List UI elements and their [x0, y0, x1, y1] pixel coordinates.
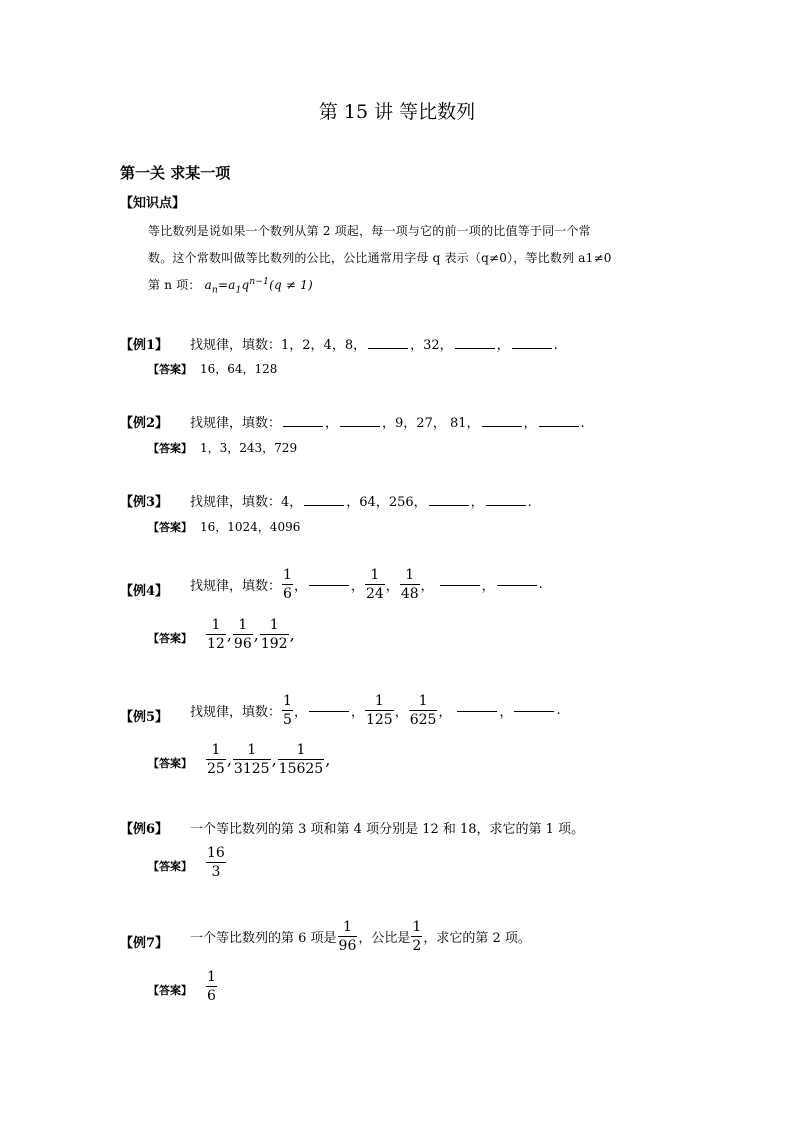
- example-3-question: 找规律，填数：4， ，64，256， ， .: [190, 495, 532, 510]
- fraction: $\frac{1}{24}$: [365, 567, 384, 602]
- example-5-answer: $\frac{1}{25}$ , $\frac{1}{3125}$ , $\frac{1}{15625}$ ,: [207, 742, 331, 777]
- answer-blank: [429, 504, 469, 506]
- example-7-answer-label: 【答案】: [148, 984, 192, 997]
- knowledge-line-1: 等比数列是说如果一个数列从第 2 项起，每一项与它的前一项的比值等于同一个常: [148, 224, 591, 238]
- fraction: $\frac{1}{625}$: [409, 693, 437, 728]
- answer-blank: [304, 504, 344, 506]
- answer-blank: [482, 425, 522, 427]
- example-3-answer-label: 【答案】: [148, 521, 192, 534]
- knowledge-line-2: 数。这个常数叫做等比数列的公比，公比通常用字母 q 表示（q≠0），等比数列 a1≠0: [148, 251, 612, 265]
- example-6-question: 一个等比数列的第 3 项和第 4 项分别是 12 和 18，求它的第 1 项。: [190, 822, 585, 837]
- fraction: $\frac{1}{5}$: [283, 693, 292, 728]
- formula-line: [148, 276, 313, 295]
- section-heading: 第一关 求某一项: [120, 164, 231, 182]
- fraction: $\frac{1}{125}$: [365, 693, 393, 728]
- formula-prefix: 第 n 项：: [148, 278, 201, 292]
- answer-blank: [486, 504, 526, 506]
- example-4-label: 【例4】: [120, 584, 169, 599]
- example-6-label: 【例6】: [120, 822, 169, 837]
- fraction: $\frac{1}{2}$: [412, 919, 422, 954]
- example-4-answer: $\frac{1}{12}$ , $\frac{1}{96}$ , $\frac{1}{192}$ ,: [207, 617, 295, 652]
- example-4-question: 找规律，填数： $\frac{1}{6}$ ， ， $\frac{1}{24}$ ， $\frac{1}{48}$ ， ， .: [190, 567, 543, 602]
- knowledge-label: 【知识点】: [120, 196, 186, 211]
- fraction: $\frac{1}{6}$: [283, 567, 292, 602]
- example-6-answer: $\frac{16}{3}$: [207, 845, 225, 880]
- example-2-answer: 1，3，243，729: [200, 441, 298, 455]
- fraction: $\frac{1}{96}$: [338, 919, 357, 954]
- answer-blank: [283, 425, 323, 427]
- answer-blank: [368, 347, 408, 349]
- example-7-answer: $\frac{1}{6}$: [207, 969, 216, 1004]
- example-7-question: 一个等比数列的第 6 项是 $\frac{1}{96}$ ，公比是 $\frac{1}{2}$ ，求它的第 2 项。: [190, 919, 531, 954]
- example-1-question: 找规律，填数：1，2，4，8， ，32， ， .: [190, 338, 558, 353]
- page-title: 第 15 讲 等比数列: [318, 101, 476, 123]
- example-3-answer: 16，1024，4096: [200, 520, 301, 534]
- example-1-label: 【例1】: [120, 338, 169, 353]
- example-4-answer-label: 【答案】: [148, 632, 192, 645]
- example-2-question: 找规律，填数： ， ，9，27， 81， ， .: [190, 416, 585, 431]
- example-5-answer-label: 【答案】: [148, 757, 192, 770]
- answer-blank: [512, 347, 552, 349]
- example-5-label: 【例5】: [120, 710, 169, 725]
- fraction: $\frac{1}{48}$: [400, 567, 419, 602]
- example-7-label: 【例7】: [120, 936, 169, 951]
- example-2-answer-label: 【答案】: [148, 442, 192, 455]
- example-2-label: 【例2】: [120, 416, 169, 431]
- answer-blank: [455, 347, 495, 349]
- example-5-question: 找规律，填数： $\frac{1}{5}$ ， ， $\frac{1}{125}$ ， $\frac{1}{625}$ ， ， .: [190, 693, 561, 728]
- example-3-label: 【例3】: [120, 495, 169, 510]
- example-6-answer-label: 【答案】: [148, 860, 192, 873]
- example-1-answer-label: 【答案】: [148, 363, 192, 376]
- formula: $a_n=a_1q^{n-1}(q \ne 1)$: [204, 277, 313, 296]
- answer-blank: [539, 425, 579, 427]
- answer-blank: [340, 425, 380, 427]
- example-1-answer: 16，64，128: [200, 362, 278, 376]
